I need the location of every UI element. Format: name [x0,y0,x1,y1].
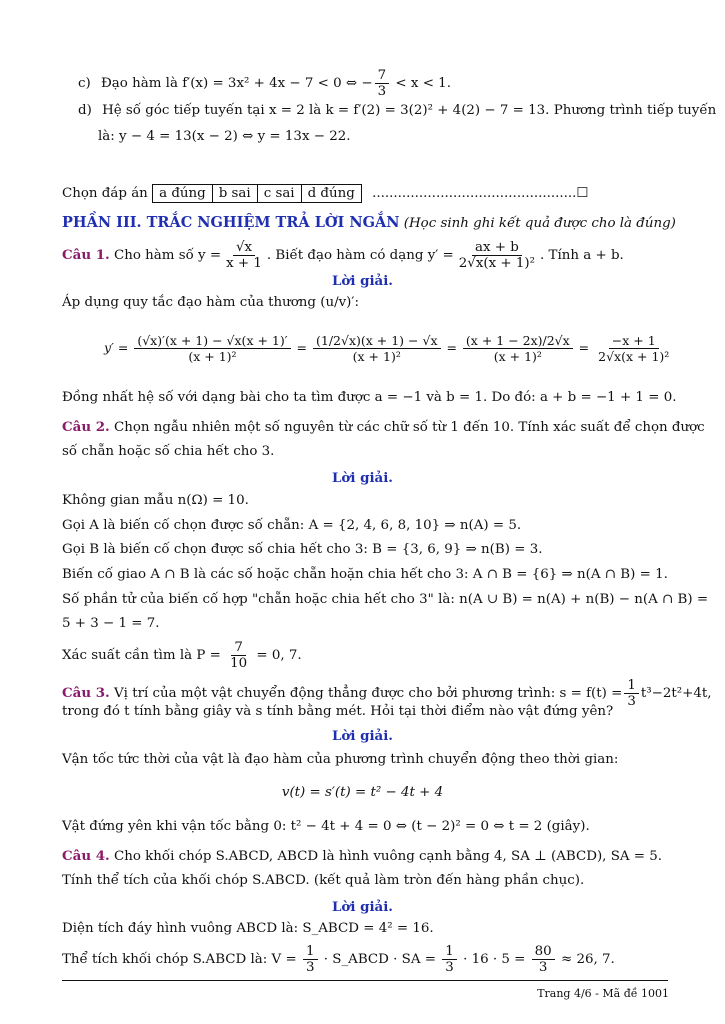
question-4-line2: Tính thể tích của khối chóp S.ABCD. (kết quả làm tròn đến hàng phần chục). [62,873,585,888]
derivative-equation: y′ = $\frac{(√x)'(x + 1) - √x(x + 1)'}{\text{(x + 1)²}}$ = $\frac{(1/2√x)(x + 1) - √x}{\text{(x + 1)²}}$ = $\frac{(x + 1 - 2x)/2√x}{\text{(x + 1)²}}$ = $\frac{-x + 1}{\text{2√x(x + 1)²}}$ [104,333,674,364]
frac-num: 7 [231,640,246,656]
question-text: . Tính a + b. [540,248,624,263]
fraction [303,944,318,975]
solution-line: · S_ABCD · SA = [323,952,436,967]
frac-den: 3 [627,694,636,709]
frac-num: (x + 1 − 2x)/2√x [463,333,573,349]
solution-line: Gọi A là biến cố chọn được số chẵn: A = {2, 4, 6, 8, 10} ⇒ n(A) = 5. [62,518,522,533]
frac-den: 3 [538,960,548,975]
solution-heading: Lời giải. [332,899,393,915]
frac-num: 1 [624,678,639,694]
answer-label: Chọn đáp án [62,186,148,201]
answer-b: b sai [213,185,258,202]
frac-num: 80 [532,944,555,960]
question-1 [62,240,624,271]
fraction [595,333,672,364]
section-heading [62,214,676,233]
question-text: Cho khối chóp S.ABCD, ABCD là hình vuông cạnh bằng 4, SA ⊥ (ABCD), SA = 5. [113,849,663,864]
frac-den: (x + 1)² [493,349,542,364]
quotient-rule: (u/v)′: [320,295,359,310]
solution-line: Gọi B là biến cố chọn được số chia hết cho 3: B = {3, 6, 9} ⇒ n(B) = 3. [62,542,543,557]
frac-num: −x + 1 [609,333,659,349]
fraction [463,333,573,364]
frac-den: (x + 1)² [352,349,401,364]
item-d-line2: là: y − 4 = 13(x − 2) ⇔ y = 13x − 22. [98,129,351,144]
solution-line: Vật đứng yên khi vận tốc bằng 0: t² − 4t + 4 = 0 ⇔ (t − 2)² = 0 ⇔ t = 2 (giây). [62,819,590,834]
page-footer: Trang 4/6 - Mã đề 1001 [537,987,669,1000]
fraction [223,240,265,271]
question-label: Câu 1. [62,247,110,263]
solution-line: = 0, 7. [256,648,302,663]
eq-lhs: y′ = [104,340,129,355]
question-2 [62,418,705,437]
fraction [442,944,457,975]
frac-den: x + 1 [226,256,262,271]
solution-conclusion: Đồng nhất hệ số với dạng bài cho ta tìm được a = −1 và b = 1. Do đó: a + b = −1 + 1 = 0. [62,390,677,405]
question-3-line2: trong đó t tính bằng giây và s tính bằng mét. Hỏi tại thời điểm nào vật đứng yên? [62,704,614,719]
solution-line: Biến cố giao A ∩ B là các số hoặc chẵn hoặn chia hết cho 3: A ∩ B = {6} ⇒ n(A ∩ B) = 1. [62,567,668,582]
question-label: Câu 4. [62,848,110,864]
fraction [456,240,538,271]
solution-line: · 16 · 5 = [463,952,526,967]
frac-num: 1 [303,944,318,960]
answer-c: c sai [258,185,302,202]
solution-line: Số phần tử của biến cố hợp "chẵn hoặc chia hết cho 3" là: n(A ∪ B) = n(A) + n(B) − n(A ∩ B) = [62,592,709,607]
question-text: t³−2t²+4t, [640,686,712,701]
fraction [532,944,555,975]
question-text: Cho hàm số y = [113,248,222,263]
answer-table [152,184,362,203]
fraction [313,333,441,364]
solution-line: 5 + 3 − 1 = 7. [62,616,160,631]
question-text: . Biết đạo hàm có dạng y′ = [266,248,454,263]
item-c [78,68,451,99]
section-title: PHẦN III. TRẮC NGHIỆM TRẢ LỜI NGẮN [62,214,400,231]
frac-den: 2√x(x + 1)² [598,349,670,364]
fraction [624,678,639,709]
solution-heading: Lời giải. [332,728,393,744]
frac-den: (x + 1)² [188,349,237,364]
answer-a: a đúng [153,185,213,202]
question-label: Câu 2. [62,419,110,435]
solution-line: Không gian mẫu n(Ω) = 10. [62,493,249,508]
answer-row [62,184,588,203]
answer-dots: ................................................☐ [372,186,589,201]
fraction [227,640,250,671]
question-label: Câu 3. [62,685,110,701]
section-note: (Học sinh ghi kết quả được cho là đúng) [403,216,676,231]
solution-text [62,294,359,312]
question-text: Chọn ngẫu nhiên một số nguyên từ các chữ số từ 1 đến 10. Tính xác suất để chọn được [113,420,705,435]
solution-line: ≈ 26, 7. [560,952,615,967]
frac-num: √x [233,240,255,256]
fraction [134,333,290,364]
frac-den: 2√x(x + 1)² [458,256,536,271]
frac-den: 3 [305,960,315,975]
question-2-line2: số chẵn hoặc số chia hết cho 3. [62,444,275,459]
solution-line: Thể tích khối chóp S.ABCD là: V = [62,952,297,967]
solution-line: Xác suất cần tìm là P = [62,648,221,663]
item-label: d) [78,103,92,118]
solution-line: Vận tốc tức thời của vật là đạo hàm của phương trình chuyển động theo thời gian: [62,752,619,767]
frac-num: 7 [375,68,390,84]
frac-num: (1/2√x)(x + 1) − √x [313,333,441,349]
volume-result [62,944,615,975]
answer-d: d đúng [307,186,355,201]
item-text: Đạo hàm là f′(x) = 3x² + 4x − 7 < 0 ⇔ − [101,76,373,91]
item-label: c) [78,76,91,91]
footer-divider [62,980,668,981]
solution-heading: Lời giải. [332,470,393,486]
question-text: Vị trí của một vật chuyển động thẳng được cho bởi phương trình: s = f(t) = [113,686,623,701]
frac-num: ax + b [472,240,522,256]
frac-num: 1 [442,944,457,960]
solution-heading: Lời giải. [332,273,393,289]
solution-line: Áp dụng quy tắc đạo hàm của thương [62,295,316,310]
velocity-equation: v(t) = s′(t) = t² − 4t + 4 [281,785,444,800]
item-text-tail: < x < 1. [391,76,451,91]
frac-den: 10 [230,656,248,671]
solution-line: Diện tích đáy hình vuông ABCD là: S_ABCD = 4² = 16. [62,921,434,936]
fraction [375,68,390,99]
item-text: Hệ số góc tiếp tuyến tại x = 2 là k = f′(2) = 3(2)² + 4(2) − 7 = 13. Phương trình tiếp tuyến [102,103,717,118]
question-4 [62,847,662,866]
frac-den: 3 [377,84,387,99]
item-d [78,102,716,120]
probability-result [62,640,302,671]
frac-num: (√x)′(x + 1) − √x(x + 1)′ [134,333,290,349]
frac-den: 3 [445,960,454,975]
